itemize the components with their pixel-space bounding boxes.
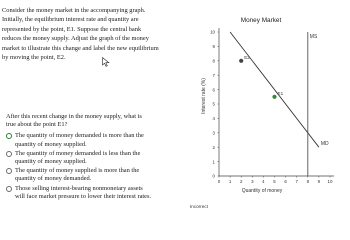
x-tick-label: 10 [327,179,333,184]
feedback-incorrect: Incorrect [190,204,208,209]
x-axis-label: Quantity of money [241,188,283,194]
x-tick-label: 3 [251,179,254,184]
chart-title: Money Market [240,17,282,24]
y-tick-label: 7 [212,72,215,78]
y-axis-label: Interest rate (%) [201,78,207,114]
question-line: true about the point E1? [6,121,68,129]
y-tick-label: 10 [210,29,215,35]
x-tick-label: 1 [228,179,232,184]
option-text: The quantity of money demanded is more than the [15,132,144,140]
y-tick-label: 9 [212,44,215,50]
y-tick-label: 1 [212,159,215,165]
y-tick-label: 8 [212,58,215,64]
x-tick-label: 9 [317,179,321,184]
x-tick-label: 7 [295,179,298,184]
question-line: by moving the point, E2. [2,54,66,62]
x-tick-label: 0 [217,179,221,184]
question-line: After this recent change in the money supply, what is [6,113,142,120]
e2-point [239,59,243,63]
option-text: Those selling interest-bearing nonmonetary assets [15,184,143,192]
x-tick-label: 8 [306,179,310,184]
question-line: market to illustrate this change and label the new equilibrium [2,44,159,52]
question-line: reduces the money supply. Adjust the graph of the money [2,35,149,43]
question-line: Initially, the equilibrium interest rate and quantity are [2,16,139,24]
x-tick-label: 4 [262,179,265,184]
option-text: The quantity of money supplied is more than the [15,167,140,175]
question-line: represented by the point, E1. Suppose the central bank [2,25,142,33]
y-tick-label: 6 [212,87,215,93]
option-text: quantity of money supplied. [15,140,87,148]
option-text: The quantity of money demanded is less than the [15,149,141,157]
e2-label: E2 [244,54,250,60]
e1-point [272,95,276,99]
x-tick-label: 5 [273,179,276,184]
y-tick-label: 2 [212,144,215,150]
y-tick-label: 4 [212,116,215,122]
option-text: will face market pressure to lower their interest rates. [15,192,152,200]
md-curve [230,32,319,147]
question-line: Consider the money market in the accompanying graph. [2,7,146,14]
e1-label: E1 [277,90,284,96]
md-curve-label: MD [320,141,329,148]
y-tick-label: 0 [212,173,215,179]
x-tick-label: 2 [239,179,243,184]
y-tick-label: 5 [212,101,215,107]
option-text: quantity of money supplied. [15,158,87,166]
option-text: quantity of money demanded. [15,175,92,183]
y-tick-label: 3 [212,130,215,136]
ms-curve-label: MS [309,34,318,40]
x-tick-label: 6 [284,179,287,184]
